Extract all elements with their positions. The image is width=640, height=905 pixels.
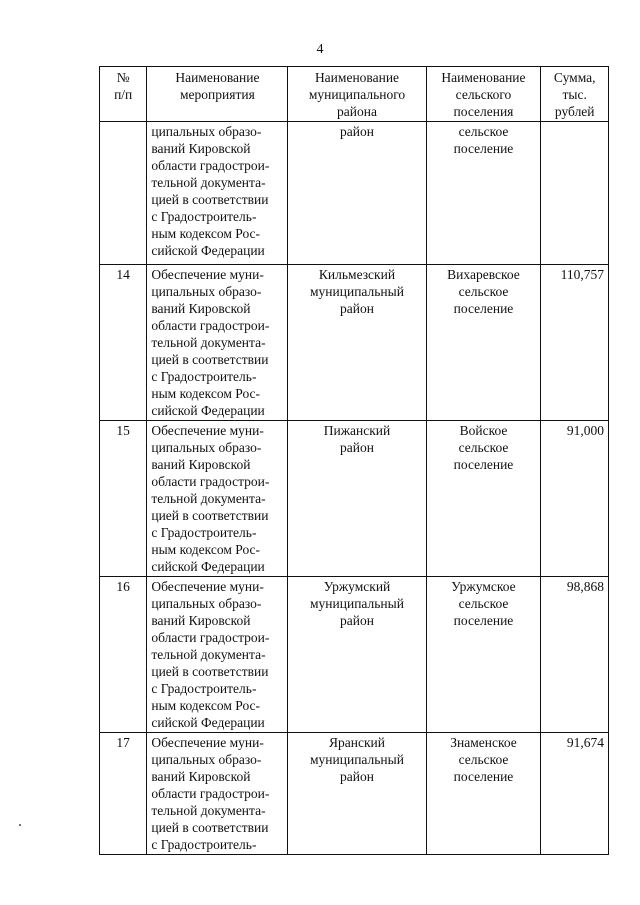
table-header-row: [100, 67, 609, 122]
table-row: [100, 421, 609, 577]
district-line: Пижанский: [323, 423, 391, 438]
row-settlement: [426, 265, 541, 421]
header-sum: [541, 67, 609, 122]
table-row: [100, 265, 609, 421]
header-district-line: Наименование: [314, 70, 400, 85]
header-settlement-line: сельского: [455, 87, 512, 102]
district-line: муниципальный: [310, 596, 404, 611]
district-line: Яранский: [329, 735, 385, 750]
settlement-line: сельское: [458, 124, 509, 139]
district-line: район: [340, 769, 374, 784]
row-sum: 110,757: [541, 265, 609, 421]
header-num: [100, 67, 147, 122]
event-line: области градострои-: [151, 318, 270, 333]
row-district: [288, 265, 426, 421]
settlement-line: сельское: [458, 596, 509, 611]
settlement-line: Вихаревское: [447, 267, 520, 282]
event-line: ным кодексом Рос-: [151, 698, 261, 713]
event-line: Обеспечение муни-: [151, 267, 264, 282]
row-settlement: [426, 421, 541, 577]
event-line: области градострои-: [151, 630, 270, 645]
table-row: [100, 122, 609, 265]
event-line: тельной документа-: [151, 335, 266, 350]
header-sum-line: рублей: [554, 104, 595, 119]
event-line: с Градостроитель-: [151, 209, 257, 224]
row-num: [100, 122, 147, 265]
row-num: 17: [100, 733, 147, 855]
event-line: Обеспечение муни-: [151, 579, 264, 594]
event-line: ным кодексом Рос-: [151, 542, 261, 557]
settlement-line: Войское: [459, 423, 508, 438]
row-num: 14: [100, 265, 147, 421]
row-num: 16: [100, 577, 147, 733]
event-line: с Градостроитель-: [151, 369, 257, 384]
header-num-line: п/п: [114, 87, 133, 102]
district-line: район: [340, 124, 374, 139]
header-event: [147, 67, 288, 122]
settlement-line: Знаменское: [450, 735, 517, 750]
event-line: области градострои-: [151, 158, 270, 173]
event-line: ципальных образо-: [151, 752, 262, 767]
row-settlement: [426, 122, 541, 265]
event-line: тельной документа-: [151, 491, 266, 506]
row-district: [288, 733, 426, 855]
settlement-line: сельское: [458, 440, 509, 455]
event-line: ципальных образо-: [151, 124, 262, 139]
settlement-line: Уржумское: [451, 579, 516, 594]
event-line: ным кодексом Рос-: [151, 386, 261, 401]
settlement-line: поселение: [453, 769, 514, 784]
event-line: тельной документа-: [151, 175, 266, 190]
header-district-line: района: [337, 104, 377, 119]
district-line: Уржумский: [323, 579, 391, 594]
table-row: [100, 733, 609, 855]
header-event-line: мероприятия: [180, 87, 255, 102]
event-line: сийской Федерации: [151, 243, 265, 258]
header-sum-line: Сумма,: [553, 70, 596, 85]
header-num-line: №: [116, 70, 130, 85]
event-line: области градострои-: [151, 474, 270, 489]
settlement-line: поселение: [453, 141, 514, 156]
event-line: ципальных образо-: [151, 440, 262, 455]
event-line: ципальных образо-: [151, 596, 262, 611]
event-line: сийской Федерации: [151, 715, 265, 730]
row-district: [288, 577, 426, 733]
event-line: ваний Кировской: [151, 769, 251, 784]
row-district: [288, 421, 426, 577]
event-line: с Градостроитель-: [151, 525, 257, 540]
settlement-line: поселение: [453, 613, 514, 628]
table-row: [100, 577, 609, 733]
row-sum: 98,868: [541, 577, 609, 733]
scan-speck: [19, 824, 21, 826]
district-line: район: [340, 301, 374, 316]
district-line: муниципальный: [310, 284, 404, 299]
event-line: Обеспечение муни-: [151, 423, 264, 438]
row-num: 15: [100, 421, 147, 577]
event-line: с Градостроитель-: [151, 837, 257, 852]
event-line: цией в соответствии: [151, 664, 269, 679]
header-district-line: муниципального: [308, 87, 406, 102]
event-line: сийской Федерации: [151, 559, 265, 574]
row-event: [147, 265, 288, 421]
event-line: ным кодексом Рос-: [151, 226, 261, 241]
row-district: [288, 122, 426, 265]
settlement-line: поселение: [453, 301, 514, 316]
settlement-line: сельское: [458, 752, 509, 767]
event-line: с Градостроитель-: [151, 681, 257, 696]
event-line: цией в соответствии: [151, 820, 269, 835]
row-event: [147, 421, 288, 577]
event-line: Обеспечение муни-: [151, 735, 264, 750]
header-sum-line: тыс.: [562, 87, 587, 102]
event-line: тельной документа-: [151, 803, 266, 818]
header-settlement: [426, 67, 541, 122]
row-event: [147, 733, 288, 855]
event-line: ваний Кировской: [151, 613, 251, 628]
header-settlement-line: Наименование: [441, 70, 526, 85]
event-line: ваний Кировской: [151, 457, 251, 472]
row-sum: [541, 122, 609, 265]
row-sum: 91,000: [541, 421, 609, 577]
header-event-line: Наименование: [175, 70, 260, 85]
header-settlement-line: поселения: [453, 104, 514, 119]
settlement-line: поселение: [453, 457, 514, 472]
event-line: ваний Кировской: [151, 301, 251, 316]
district-line: муниципальный: [310, 752, 404, 767]
event-line: ваний Кировской: [151, 141, 251, 156]
settlement-line: сельское: [458, 284, 509, 299]
event-line: области градострои-: [151, 786, 270, 801]
district-line: Кильмезский: [318, 267, 396, 282]
row-settlement: [426, 577, 541, 733]
event-line: цией в соответствии: [151, 352, 269, 367]
row-settlement: [426, 733, 541, 855]
event-line: цией в соответствии: [151, 508, 269, 523]
event-line: ципальных образо-: [151, 284, 262, 299]
header-district: [288, 67, 426, 122]
events-table: [99, 66, 609, 855]
event-line: тельной документа-: [151, 647, 266, 662]
district-line: район: [340, 613, 374, 628]
row-event: [147, 122, 288, 265]
event-line: цией в соответствии: [151, 192, 269, 207]
row-sum: 91,674: [541, 733, 609, 855]
page-number: 4: [316, 42, 324, 57]
district-line: район: [340, 440, 374, 455]
row-event: [147, 577, 288, 733]
event-line: сийской Федерации: [151, 403, 265, 418]
